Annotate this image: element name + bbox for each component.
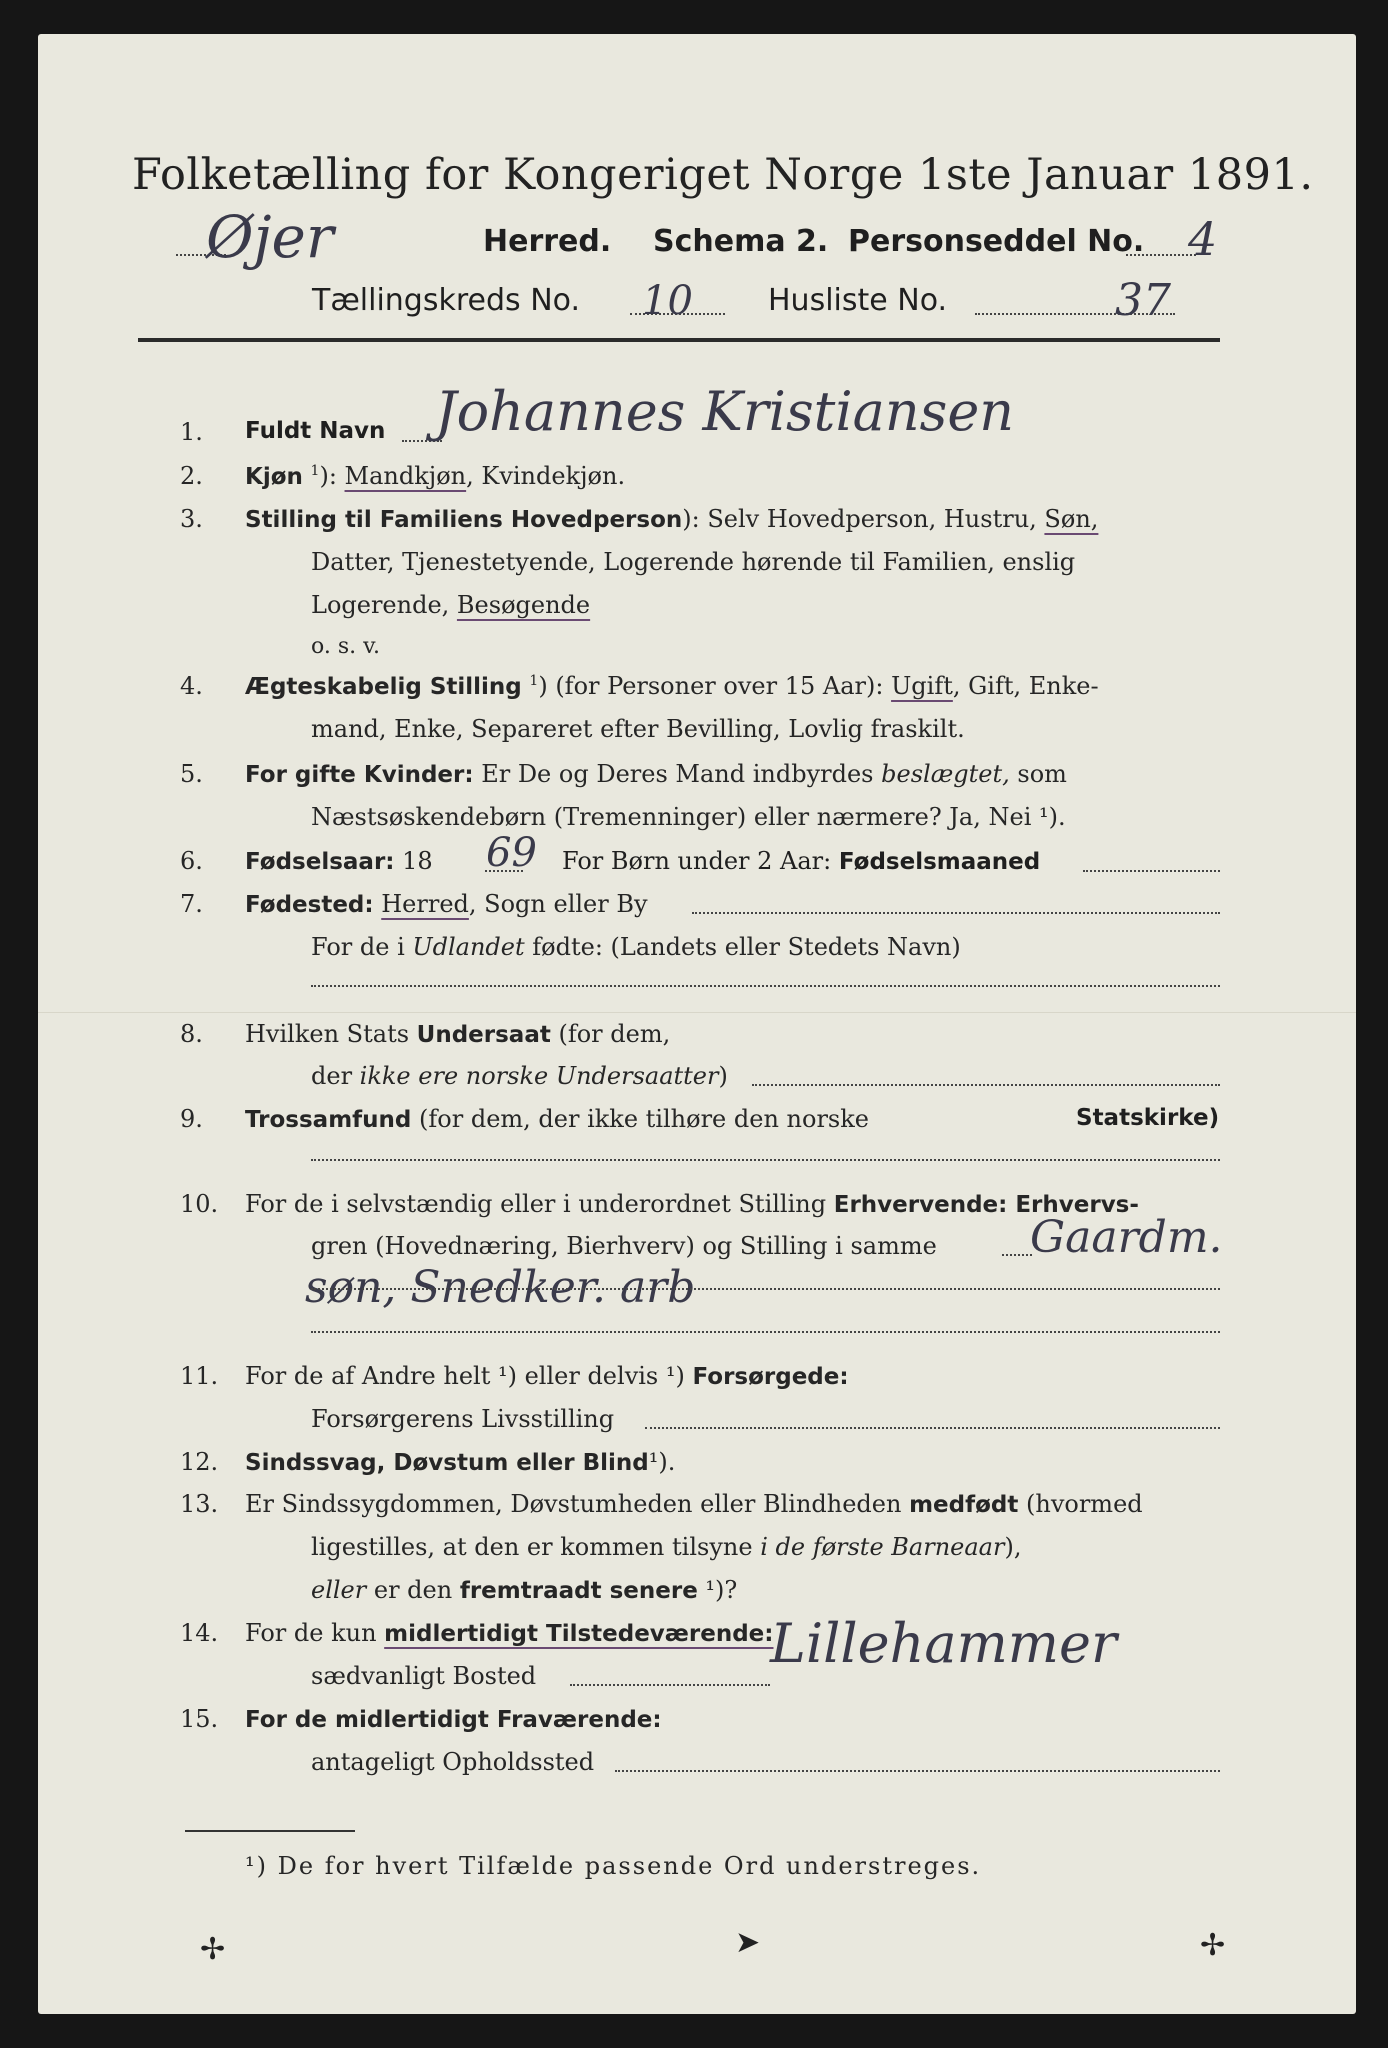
field-4-number: 4. (180, 672, 203, 700)
herred-label: Herred. (483, 224, 612, 259)
field-3-selected-son: Søn, (1044, 505, 1099, 533)
census-form-sheet (38, 34, 1356, 2014)
schema-label: Schema 2. (653, 224, 829, 259)
field-2-number: 2. (180, 462, 203, 490)
field-15-line2: antageligt Opholdssted (311, 1748, 595, 1776)
field-11-label: Forsørgede: (692, 1364, 849, 1390)
field-4-line1: Ægteskabelig Stilling $^1$) (for Personer over 15 Aar): Ugift, Gift, Enke- (245, 672, 1099, 700)
field-13-line3-c: ¹)? (697, 1576, 738, 1604)
form-title: Folketælling for Kongeriget Norge 1ste Januar 1891. (132, 150, 1314, 200)
field-15-number: 15. (180, 1705, 219, 1733)
field-10-value2: søn, Snedker. arb (305, 1262, 696, 1313)
field-10-line1 (245, 1190, 1139, 1218)
field-2-text (245, 462, 625, 490)
husliste-value: 37 (1115, 275, 1171, 326)
field-2-other-option: , Kvindekjøn. (466, 462, 626, 490)
field-13-line1-a: Er Sindssygdommen, Døvstumheden eller Blindheden (245, 1490, 910, 1518)
field-13-line2 (311, 1533, 1021, 1561)
registration-mark-left-icon: ✢ (200, 1932, 226, 1967)
field-10-label: Erhvervende: Erhvervs- (833, 1192, 1139, 1218)
field-7-number: 7. (180, 890, 203, 918)
personseddel-value: 4 (1188, 212, 1218, 266)
field-6-label2: Fødselsmaaned (838, 849, 1041, 875)
field-14-number: 14. (180, 1619, 219, 1647)
field-15-label: For de midlertidigt Fraværende: (245, 1707, 662, 1733)
field-3-line4: o. s. v. (311, 634, 380, 659)
field-3-label: Stilling til Familiens Hovedperson (245, 507, 683, 533)
field-5-rest: Er De og Deres Mand indbyrdes (473, 760, 882, 788)
footnote-rule (185, 1830, 355, 1832)
field-13-line3 (311, 1576, 737, 1604)
field-4-rest: ) (for Personer over 15 Aar): (538, 672, 892, 700)
field-6-label: Fødselsaar: (245, 849, 395, 875)
field-9-line1 (245, 1105, 869, 1133)
field-11-line1-a: For de af Andre helt ¹) eller delvis ¹) (245, 1362, 693, 1390)
field-7-line2-a: For de i (311, 933, 413, 961)
field-1-number: 1. (180, 418, 203, 446)
field-13-line1 (245, 1490, 1143, 1518)
field-2-rest: ): (319, 462, 345, 490)
field-7-selected-herred: Herred (381, 890, 469, 918)
field-7-line2-italic: Udlandet (412, 933, 525, 961)
field-13-line3-a: er den (366, 1576, 460, 1604)
field-4-label: Ægteskabelig Stilling (245, 674, 522, 700)
field-9-rest: (for dem, der ikke tilhøre den norske (419, 1105, 869, 1133)
field-7-line2-b: fødte: (Landets eller Stedets Navn) (524, 933, 961, 961)
field-9-tail: Statskirke) (1076, 1105, 1220, 1131)
field-3-line1 (245, 505, 1098, 533)
field-5-line1 (245, 760, 1067, 788)
field-13-line3-italic: eller (311, 1576, 367, 1604)
field-9-number: 9. (180, 1105, 203, 1133)
field-9-label: Trossamfund (245, 1107, 412, 1133)
field-2-selected-option: Mandkjøn (344, 462, 467, 490)
field-8-line2-italic: ikke ere norske Undersaatter (359, 1062, 719, 1090)
field-10-number: 10. (180, 1190, 219, 1218)
field-4-line2: mand, Enke, Separeret efter Bevilling, Lovlig fraskilt. (311, 715, 965, 743)
header-rule (138, 338, 1220, 342)
field-10-dotted1 (1002, 1254, 1032, 1256)
field-6-month-dotted (1083, 870, 1220, 872)
field-8-line1-c: (for dem, (550, 1020, 671, 1048)
field-14-value: Lillehammer (770, 1612, 1117, 1675)
field-3-selected-visitor: Besøgende (456, 591, 591, 619)
field-5-label: For gifte Kvinder: (245, 762, 474, 788)
field-10-dotted3 (311, 1331, 1220, 1333)
field-6-under2 (562, 847, 1040, 875)
field-10-line1-a: For de i selvstændig eller i underordnet Stilling (245, 1190, 834, 1218)
field-4-selected-unmarried: Ugift (891, 672, 953, 700)
field-12-line1 (245, 1448, 675, 1476)
taellingskreds-label: Tællingskreds No. (312, 283, 580, 318)
field-12-number: 12. (180, 1448, 219, 1476)
field-7-line1 (245, 890, 648, 918)
field-11-line2: Forsørgerens Livsstilling (311, 1405, 615, 1433)
personseddel-dotted-line (1126, 254, 1196, 256)
registration-mark-right-icon: ✢ (1200, 1928, 1226, 1963)
field-13-label: medfødt (909, 1492, 1019, 1518)
field-14-dotted (570, 1684, 770, 1686)
field-8-line1-a: Hvilken Stats (245, 1020, 417, 1048)
field-11-number: 11. (180, 1362, 219, 1390)
field-8-line1 (245, 1020, 670, 1048)
field-7-dotted2 (311, 985, 1220, 987)
field-5-italic: beslægtet, (881, 760, 1010, 788)
field-13-line2-b: ), (1004, 1533, 1022, 1561)
field-12-tail: ¹). (648, 1448, 676, 1476)
field-3-line3-text: Logerende, (311, 591, 457, 619)
field-8-number: 8. (180, 1020, 203, 1048)
field-8-line2-b: ) (718, 1062, 728, 1090)
field-10-line2: gren (Hovednæring, Bierhverv) og Stilling i samme (311, 1232, 937, 1260)
field-2-sup: 1 (310, 463, 320, 479)
field-9-dotted (311, 1159, 1220, 1161)
husliste-label: Husliste No. (768, 283, 948, 318)
field-6-year-dotted (485, 870, 523, 872)
taellingskreds-value: 10 (642, 278, 693, 324)
field-3-line3 (311, 591, 590, 619)
field-15-line1 (245, 1705, 662, 1733)
field-14-line1 (245, 1619, 773, 1647)
field-2-label: Kjøn (245, 464, 303, 490)
field-13-line2-a: ligestilles, at den er kommen tilsyne (311, 1533, 761, 1561)
field-7-label: Fødested: (245, 892, 374, 918)
field-5-line2: Næstsøskendebørn (Tremenninger) eller nærmere? Ja, Nei ¹). (311, 803, 1066, 831)
personseddel-label: Personseddel No. (848, 224, 1145, 259)
field-7-line2 (311, 933, 961, 961)
field-11-line1 (245, 1362, 849, 1390)
fold-line (38, 1012, 1356, 1013)
field-8-dotted (752, 1084, 1220, 1086)
field-8-line2-a: der (311, 1062, 360, 1090)
field-6-number: 6. (180, 847, 203, 875)
field-10-dotted2 (311, 1288, 1220, 1290)
field-3-rest: ): Selv Hovedperson, Hustru, (682, 505, 1045, 533)
field-1-label: Fuldt Navn (245, 418, 386, 444)
field-14-line1-a: For de kun (245, 1619, 385, 1647)
field-14-line2: sædvanligt Bosted (311, 1662, 537, 1690)
registration-mark-center-icon: ➤ (735, 1925, 761, 1960)
field-4-tail: , Gift, Enke- (952, 672, 1099, 700)
field-6-year-value: 69 (486, 830, 537, 876)
field-12-label: Sindssvag, Døvstum eller Blind (245, 1450, 649, 1476)
field-6-rest: For Børn under 2 Aar: (562, 847, 832, 875)
field-13-line2-italic: i de første Barneaar (760, 1533, 1005, 1561)
field-8-line2 (311, 1062, 728, 1090)
footnote: ¹) De for hvert Tilfælde passende Ord understreges. (245, 1852, 982, 1880)
field-13-line1-c: (hvormed (1018, 1490, 1143, 1518)
field-13-number: 13. (180, 1490, 219, 1518)
field-6-year-prefix: 18 (402, 847, 433, 875)
field-14-label: midlertidigt Tilstedeværende: (384, 1621, 774, 1647)
field-3-line2: Datter, Tjenestetyende, Logerende hørende til Familien, enslig (311, 548, 1076, 576)
field-6-text (245, 847, 433, 875)
field-1-value: Johannes Kristiansen (435, 380, 1015, 443)
field-8-label: Undersaat (416, 1022, 551, 1048)
field-7-rest: , Sogn eller By (468, 890, 648, 918)
field-10-value1: Gaardm. (1030, 1212, 1223, 1263)
field-5-number: 5. (180, 760, 203, 788)
field-3-number: 3. (180, 505, 203, 533)
field-15-dotted (615, 1770, 1220, 1772)
field-13-line3-bold: fremtraadt senere (459, 1578, 698, 1604)
herred-value: Øjer (206, 203, 334, 271)
field-11-dotted (645, 1427, 1220, 1429)
field-5-tail: som (1009, 760, 1067, 788)
field-7-dotted (692, 912, 1220, 914)
